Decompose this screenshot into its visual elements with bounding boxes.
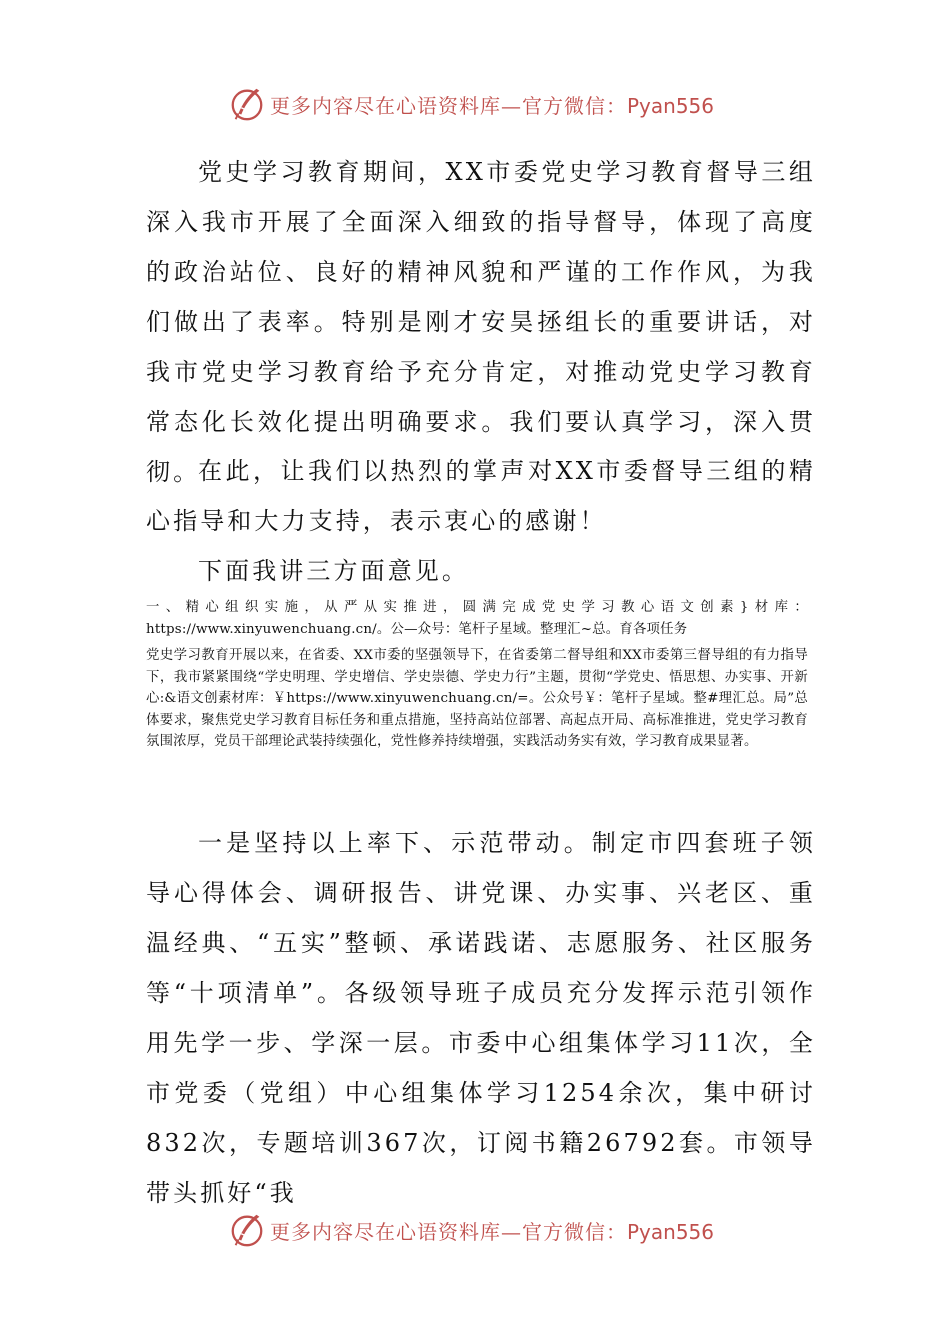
paragraph-outline: 下面我讲三方面意见。 bbox=[198, 557, 469, 585]
footer-banner bbox=[228, 1210, 728, 1250]
header-banner bbox=[228, 84, 728, 124]
section-heading-one: 一、精心组织实施，从严从实推进，圆满完成党史学习教心语文创素}材库：https://www.xinyuwenchuang.cn/。公—众号：笔杆子星域。整理汇~总。育各项任务 bbox=[146, 600, 808, 637]
banner-text: 更多内容尽在心语资料库—官方微信：Pyan556 bbox=[270, 93, 715, 118]
paragraph-point-one: 一是坚持以上率下、示范带动。制定市四套班子领导心得体会、调研报告、讲党课、办实事、兴老区、重温经典、“五实”整顿、承诺践诺、志愿服务、社区服务等“十项清单”。各级领导班子成员充分发挥示范引领作用先学一步、学深一层。市委中心组集体学习11次，全市党委（党组）中心组集体学习1254余次，集中研讨832次，专题培训367次，订阅书籍26792套。市领导带头抓好“我 bbox=[146, 829, 816, 1207]
paragraph-thanks: 在此，让我们以热烈的掌声对XX市委督导三组的精心指导和大力支持，表示衷心的感谢！ bbox=[146, 457, 816, 535]
section-body-one: 党史学习教育开展以来，在省委、XX市委的坚强领导下，在省委第二督导组和XX市委第三督导组的有力指导下，我市紧紧围绕“学史明理、学史增信、学史崇德、学史力行”主题，贯彻“学党史、悟思想、办实事、开新心:&语文创素材库：￥https://www.xinyuwenchuang.cn/=。公众号￥：笔杆子星域。整#理汇总。局”总体要求，聚焦党史学习教育目标任务和重点措施，坚持高站位部署、高起点开局、高标准推进，党史学习教育氛围浓厚，党员干部理论武装持续强化，党性修养持续增强，实践活动务实有效，学习教育成果显著。 bbox=[146, 648, 808, 749]
banner-text: 更多内容尽在心语资料库—官方微信：Pyan556 bbox=[270, 1219, 715, 1244]
quill-logo-icon bbox=[228, 1211, 266, 1249]
paragraph-intro: 党史学习教育期间，XX市委党史学习教育督导三组深入我市开展了全面深入细致的指导督导，体现了高度的政治站位、良好的精神风貌和严谨的工作作风，为我们做出了表率。特别是刚才安昊拯组长的重要讲话，对我市党史学习教育给予充分肯定，对推动党史学习教育常态化长效化提出明确要求。我们要认真学习，深入贯彻。 bbox=[146, 158, 816, 486]
quill-logo-icon bbox=[228, 85, 266, 123]
